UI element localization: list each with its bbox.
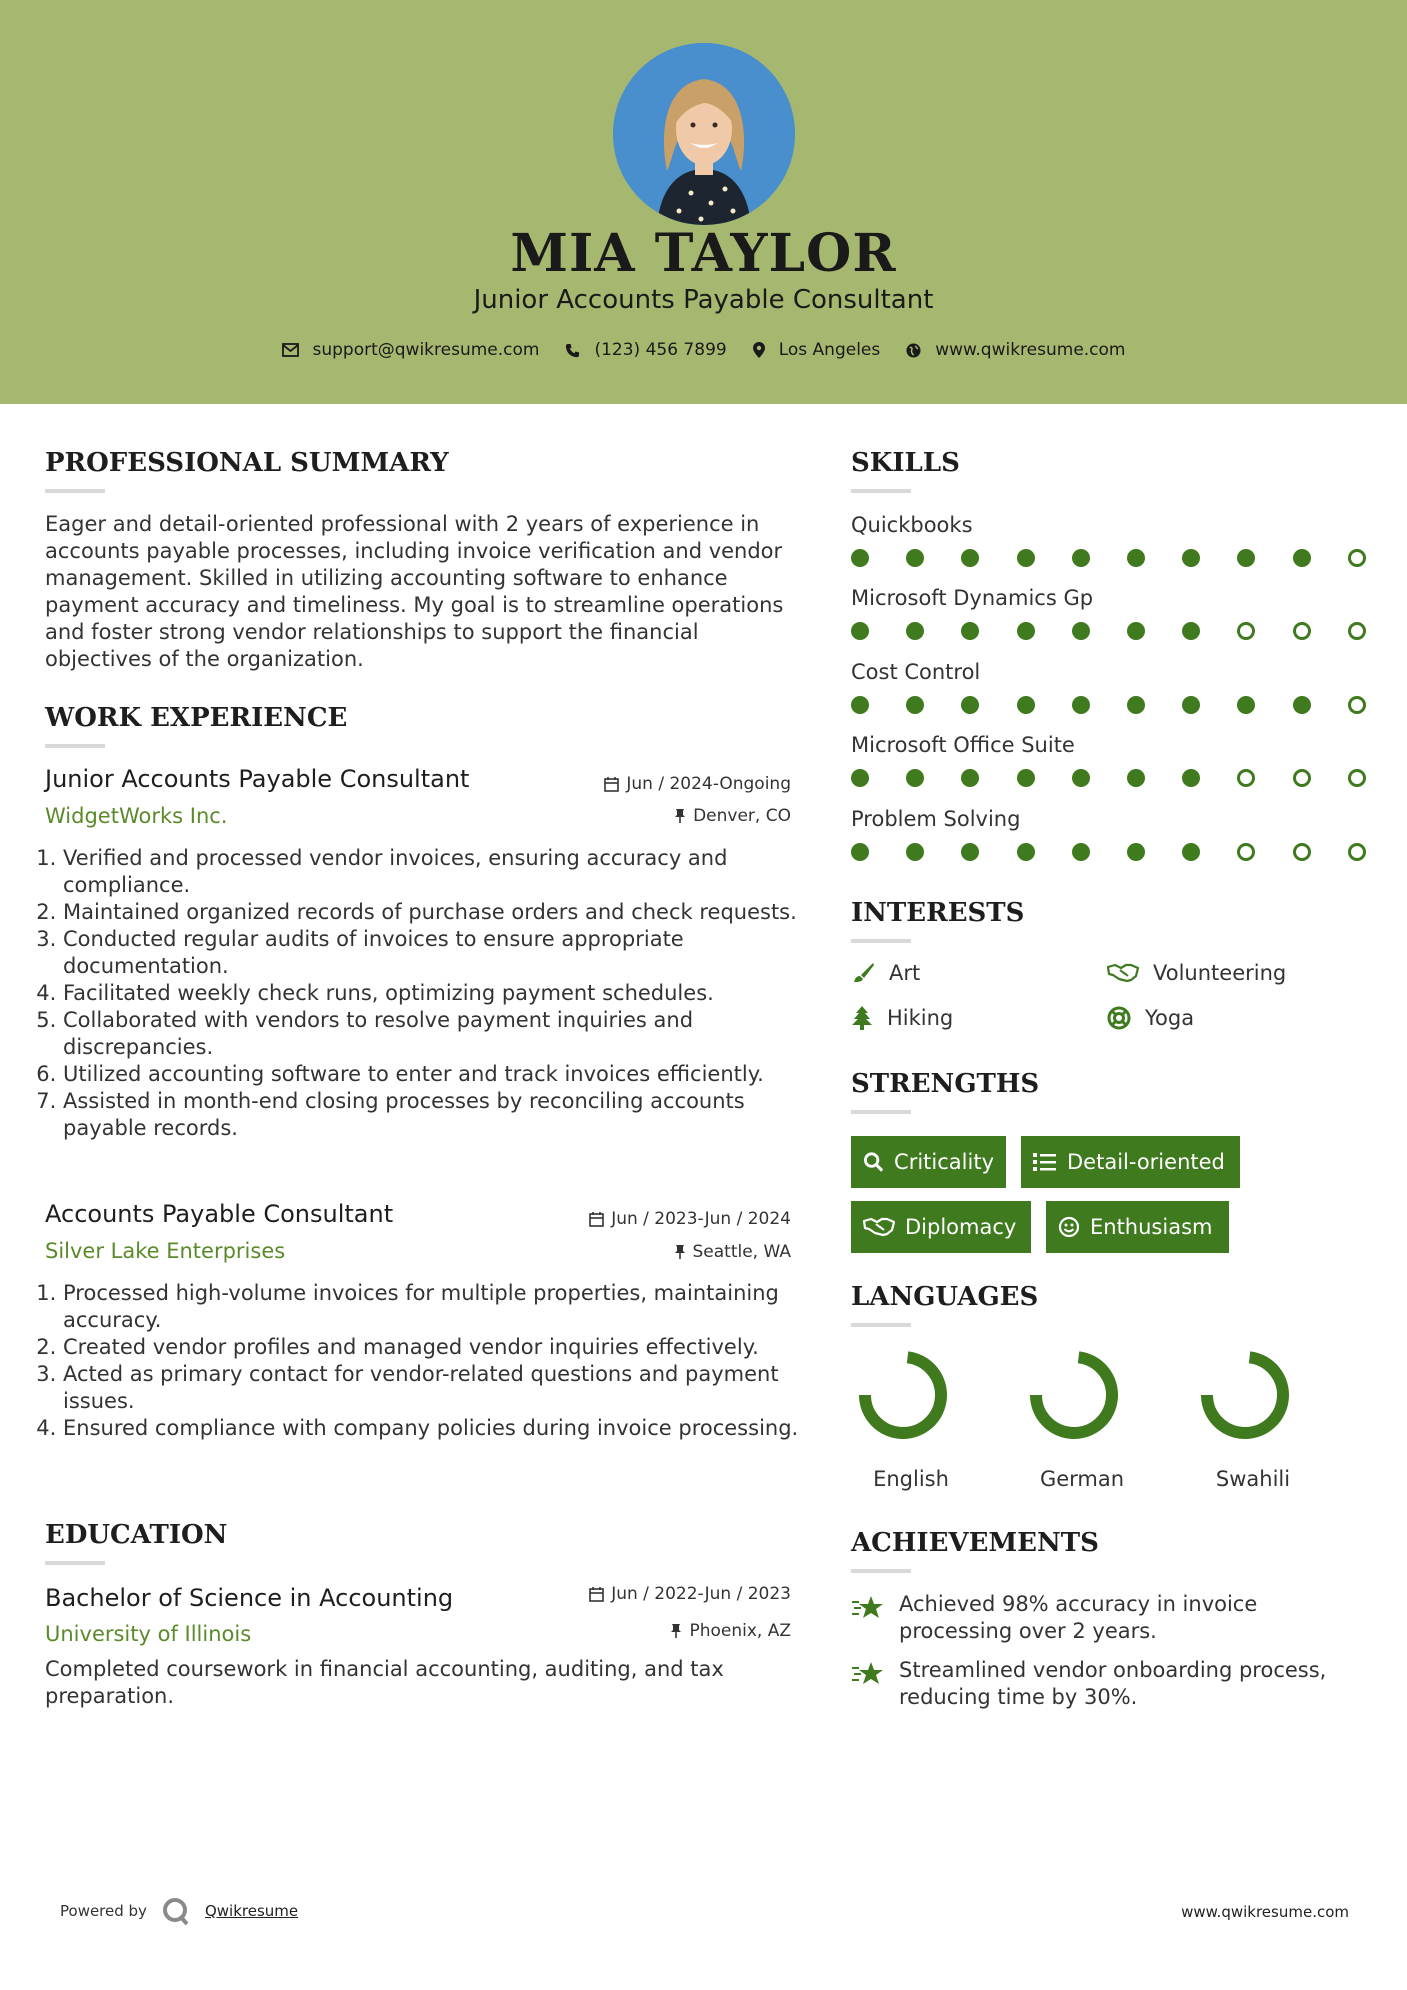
skill-name: Problem Solving xyxy=(851,807,1021,831)
skill-dot-filled xyxy=(1127,696,1145,714)
strengths-underline xyxy=(851,1110,911,1114)
skill-rating xyxy=(851,549,1371,569)
language-ring xyxy=(848,1348,958,1448)
interests-heading: INTERESTS xyxy=(851,898,1025,928)
skill-dot-filled xyxy=(1237,696,1255,714)
language-name: Swahili xyxy=(1215,1467,1291,1491)
skill-name: Quickbooks xyxy=(851,513,973,537)
globe-icon xyxy=(906,343,921,358)
star-icon xyxy=(851,1659,885,1687)
list-item: 3. Acted as primary contact for vendor-related questions and payment issues. xyxy=(63,1361,813,1415)
skill-rating xyxy=(851,843,1371,863)
strength-label: Detail-oriented xyxy=(1067,1150,1225,1174)
education-dates xyxy=(560,1583,791,1605)
strengths-heading: STRENGTHS xyxy=(851,1069,1040,1099)
pushpin-icon xyxy=(670,1623,682,1639)
candidate-name: MIA TAYLOR xyxy=(510,223,897,284)
skill-dot-filled xyxy=(1072,696,1090,714)
skill-dot-filled xyxy=(1017,843,1035,861)
experience-underline xyxy=(45,744,105,748)
skill-dot-filled xyxy=(1182,622,1200,640)
education-description: Completed coursework in financial accounting, auditing, and tax preparation. xyxy=(45,1657,724,1708)
job-location-text: Seattle, WA xyxy=(692,1242,791,1262)
skill-dot-filled xyxy=(1072,843,1090,861)
powered-by-text: Powered by xyxy=(60,1902,147,1920)
summary-heading: PROFESSIONAL SUMMARY xyxy=(45,448,449,478)
map-pin-icon xyxy=(753,342,765,358)
skill-dot-filled xyxy=(1127,549,1145,567)
achievement-item xyxy=(851,1591,1349,1645)
interest-label: Yoga xyxy=(1145,1006,1195,1030)
calendar-icon xyxy=(604,776,619,792)
language-ring xyxy=(1019,1348,1129,1448)
interest-label: Volunteering xyxy=(1153,961,1287,985)
contact-email[interactable] xyxy=(282,340,540,360)
candidate-title: Junior Accounts Payable Consultant xyxy=(473,285,934,315)
tree-icon xyxy=(851,1006,873,1030)
interests-underline xyxy=(851,939,911,943)
footer-website[interactable]: www.qwikresume.com xyxy=(1181,1903,1349,1921)
skill-name: Cost Control xyxy=(851,660,981,684)
achievement-text: Achieved 98% accuracy in invoice processing over 2 years. xyxy=(899,1592,1258,1643)
contact-location xyxy=(753,340,881,360)
job-dates xyxy=(560,773,791,795)
contact-website-text: www.qwikresume.com xyxy=(935,340,1126,360)
paintbrush-icon xyxy=(851,962,875,984)
education-dates-text: Jun / 2022-Jun / 2023 xyxy=(611,1584,791,1604)
skill-dot-filled xyxy=(851,769,869,787)
job-company: Silver Lake Enterprises xyxy=(45,1239,286,1263)
skill-dot-filled xyxy=(961,622,979,640)
strength-chip xyxy=(851,1136,1006,1188)
skill-dot-filled xyxy=(1293,549,1311,567)
skill-dot-filled xyxy=(1072,769,1090,787)
job-role: Junior Accounts Payable Consultant xyxy=(45,765,470,793)
language-level-arc xyxy=(865,1357,941,1433)
strength-chip xyxy=(1046,1201,1229,1253)
skill-dot-filled xyxy=(1182,549,1200,567)
portrait-image xyxy=(613,43,795,225)
skill-dot-filled xyxy=(1293,696,1311,714)
skill-dot-filled xyxy=(961,549,979,567)
achievements-underline xyxy=(851,1569,911,1573)
achievement-text: Streamlined vendor onboarding process, reducing time by 30%. xyxy=(899,1658,1327,1709)
language-level-arc xyxy=(1036,1357,1112,1433)
pushpin-icon xyxy=(674,1244,686,1260)
skill-dot-filled xyxy=(1182,769,1200,787)
achievement-item xyxy=(851,1657,1349,1711)
skill-name: Microsoft Dynamics Gp xyxy=(851,586,1094,610)
contact-phone[interactable] xyxy=(565,340,726,360)
education-location-text: Phoenix, AZ xyxy=(689,1621,791,1641)
skill-dot-filled xyxy=(1127,769,1145,787)
calendar-icon xyxy=(589,1586,604,1602)
education-degree: Bachelor of Science in Accounting xyxy=(45,1584,454,1612)
language-name: English xyxy=(873,1467,949,1491)
job-responsibilities xyxy=(45,1280,813,1442)
strength-label: Enthusiasm xyxy=(1090,1215,1213,1239)
smile-icon xyxy=(1058,1216,1080,1238)
contact-location-text: Los Angeles xyxy=(778,340,881,360)
skill-dot-filled xyxy=(851,549,869,567)
skill-dot-filled xyxy=(1237,549,1255,567)
pushpin-icon xyxy=(674,808,686,824)
skill-dot-empty xyxy=(1348,622,1366,640)
skill-dot-empty xyxy=(1237,769,1255,787)
skill-dot-empty xyxy=(1237,843,1255,861)
languages-heading: LANGUAGES xyxy=(851,1282,1039,1312)
list-item: 1. Processed high-volume invoices for multiple properties, maintaining accuracy. xyxy=(63,1280,813,1334)
skill-dot-empty xyxy=(1293,769,1311,787)
skill-dot-filled xyxy=(906,549,924,567)
skill-dot-empty xyxy=(1348,696,1366,714)
handshake-icon xyxy=(863,1216,895,1238)
list-item: 6. Utilized accounting software to enter and track invoices efficiently. xyxy=(63,1061,813,1088)
job-company: WidgetWorks Inc. xyxy=(45,804,228,828)
summary-underline xyxy=(45,489,105,493)
job-location xyxy=(560,1241,791,1263)
language-level-arc xyxy=(1207,1357,1283,1433)
lifebuoy-icon xyxy=(1107,1006,1131,1030)
skill-dot-filled xyxy=(1017,549,1035,567)
search-icon xyxy=(863,1151,884,1173)
strength-chip xyxy=(1021,1136,1240,1188)
achievements-heading: ACHIEVEMENTS xyxy=(851,1528,1099,1558)
handshake-icon xyxy=(1107,962,1139,984)
interest-item xyxy=(1107,1005,1194,1031)
interest-label: Hiking xyxy=(887,1006,954,1030)
education-heading: EDUCATION xyxy=(45,1520,228,1550)
summary-text: Eager and detail-oriented professional with 2 years of experience in accounts payable processes, including invoice verification and vendor management. Skilled in utilizing accounting software to enhance payment accuracy and timeliness. My goal is to streamline operations and foster strong vendor relationships to support the financial objectives of the organization. xyxy=(45,512,784,671)
job-dates-text: Jun / 2023-Jun / 2024 xyxy=(611,1209,791,1229)
contact-bar xyxy=(0,337,1407,363)
education-school: University of Illinois xyxy=(45,1622,252,1646)
skill-dot-filled xyxy=(906,696,924,714)
skill-dot-filled xyxy=(906,769,924,787)
qwikresume-logo-icon xyxy=(161,1895,193,1927)
list-item: 1. Verified and processed vendor invoices, ensuring accuracy and compliance. xyxy=(63,845,813,899)
skill-dot-filled xyxy=(961,696,979,714)
skill-dot-filled xyxy=(1127,622,1145,640)
list-item: 7. Assisted in month-end closing processes by reconciling accounts payable records. xyxy=(63,1088,813,1142)
skill-rating xyxy=(851,696,1371,716)
strength-chip xyxy=(851,1201,1031,1253)
skill-dot-filled xyxy=(1182,843,1200,861)
skill-dot-filled xyxy=(961,769,979,787)
skill-dot-empty xyxy=(1348,549,1366,567)
envelope-icon xyxy=(282,343,299,357)
skill-dot-filled xyxy=(851,843,869,861)
list-item: 4. Ensured compliance with company policies during invoice processing. xyxy=(63,1415,813,1442)
skill-dot-filled xyxy=(961,843,979,861)
footer-powered xyxy=(60,1895,298,1927)
interest-item xyxy=(851,1005,953,1031)
skills-heading: SKILLS xyxy=(851,448,960,478)
skill-dot-filled xyxy=(1017,769,1035,787)
skill-dot-filled xyxy=(851,622,869,640)
skill-dot-filled xyxy=(906,622,924,640)
strength-label: Diplomacy xyxy=(905,1215,1017,1239)
star-icon xyxy=(851,1593,885,1621)
job-responsibilities xyxy=(45,845,813,1142)
strength-label: Criticality xyxy=(894,1150,994,1174)
skill-dot-filled xyxy=(1017,696,1035,714)
experience-heading: WORK EXPERIENCE xyxy=(45,703,348,733)
skill-dot-filled xyxy=(906,843,924,861)
language-ring xyxy=(1190,1348,1300,1448)
list-item: 5. Collaborated with vendors to resolve payment inquiries and discrepancies. xyxy=(63,1007,813,1061)
contact-email-text: support@qwikresume.com xyxy=(312,340,540,360)
job-location-text: Denver, CO xyxy=(693,806,791,826)
avatar xyxy=(613,43,795,225)
skill-dot-empty xyxy=(1348,843,1366,861)
job-location xyxy=(560,805,791,827)
skill-dot-filled xyxy=(1017,622,1035,640)
skill-dot-filled xyxy=(1182,696,1200,714)
skill-dot-empty xyxy=(1237,622,1255,640)
language-name: German xyxy=(1039,1467,1125,1491)
skill-dot-filled xyxy=(1072,622,1090,640)
education-underline xyxy=(45,1561,105,1565)
calendar-icon xyxy=(589,1211,604,1227)
job-dates-text: Jun / 2024-Ongoing xyxy=(626,774,791,794)
skill-name: Microsoft Office Suite xyxy=(851,733,1075,757)
skill-dot-filled xyxy=(851,696,869,714)
job-role: Accounts Payable Consultant xyxy=(45,1200,394,1228)
interest-item xyxy=(1107,960,1286,986)
skill-dot-empty xyxy=(1293,622,1311,640)
skills-underline xyxy=(851,489,911,493)
list-item: 2. Maintained organized records of purchase orders and check requests. xyxy=(63,899,813,926)
skill-dot-empty xyxy=(1293,843,1311,861)
qwikresume-link[interactable]: Qwikresume xyxy=(204,1902,299,1920)
interest-label: Art xyxy=(889,961,921,985)
skill-dot-filled xyxy=(1127,843,1145,861)
list-icon xyxy=(1033,1152,1057,1172)
education-location xyxy=(560,1620,791,1642)
list-item: 2. Created vendor profiles and managed vendor inquiries effectively. xyxy=(63,1334,813,1361)
languages-underline xyxy=(851,1323,911,1327)
resume-header xyxy=(0,0,1407,404)
list-item: 4. Facilitated weekly check runs, optimizing payment schedules. xyxy=(63,980,813,1007)
skill-rating xyxy=(851,622,1371,642)
skill-dot-filled xyxy=(1072,549,1090,567)
skill-rating xyxy=(851,769,1371,789)
contact-phone-text: (123) 456 7899 xyxy=(594,340,727,360)
phone-icon xyxy=(565,343,580,358)
interest-item xyxy=(851,960,920,986)
skill-dot-empty xyxy=(1348,769,1366,787)
list-item: 3. Conducted regular audits of invoices to ensure appropriate documentation. xyxy=(63,926,813,980)
contact-website[interactable] xyxy=(906,340,1125,360)
job-dates xyxy=(560,1208,791,1230)
